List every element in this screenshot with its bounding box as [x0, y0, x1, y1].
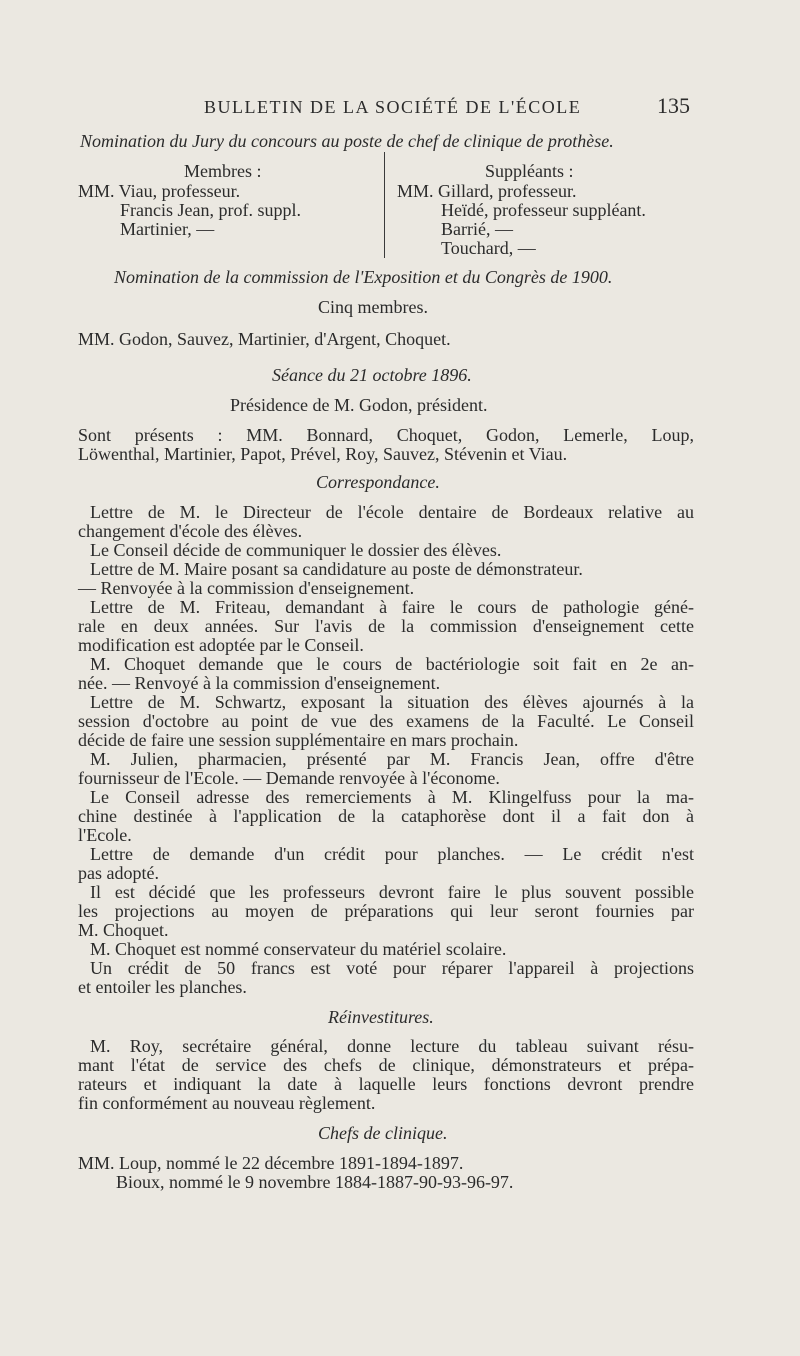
corr-line: Lettre de M. Maire posant sa candidature au poste de démonstrateur.: [90, 559, 583, 579]
running-header: BULLETIN DE LA SOCIÉTÉ DE L'ÉCOLE: [204, 97, 582, 117]
membre-line: MM. Viau, professeur.: [78, 181, 241, 201]
corr-line: M. Choquet demande que le cours de bactériologie soit fait en 2e an-: [90, 654, 694, 674]
corr-line: rale en deux années. Sur l'avis de la commission d'enseignement cette: [78, 616, 694, 636]
chefs-line: Bioux, nommé le 9 novembre 1884-1887-90-93-96-97.: [116, 1172, 514, 1192]
corr-line: Lettre de demande d'un crédit pour planches. — Le crédit n'est: [90, 844, 694, 864]
corr-line: — Renvoyée à la commission d'enseignement.: [78, 578, 415, 598]
suppleant-line: Heïdé, professeur suppléant.: [441, 200, 646, 220]
suppleant-line: MM. Gillard, professeur.: [397, 181, 577, 201]
corr-line: Le Conseil décide de communiquer le dossier des élèves.: [90, 540, 502, 560]
corr-line: l'Ecole.: [78, 825, 132, 845]
corr-line: décide de faire une session supplémentaire en mars prochain.: [78, 730, 519, 750]
seance-presents: Sont présents : MM. Bonnard, Choquet, Godon, Lemerle, Loup,: [78, 425, 694, 445]
seance-presents: Löwenthal, Martinier, Papot, Prével, Roy, Sauvez, Stévenin et Viau.: [78, 444, 568, 464]
corr-line: Lettre de M. le Directeur de l'école dentaire de Bordeaux relative au: [90, 502, 694, 522]
corr-line: née. — Renvoyé à la commission d'enseignement.: [78, 673, 441, 693]
reinvestitures-heading: Réinvestitures.: [328, 1007, 434, 1027]
corr-line: fournisseur de l'Ecole. — Demande renvoyée à l'économe.: [78, 768, 500, 788]
membres-label: Membres :: [184, 161, 262, 181]
corr-line: M. Choquet.: [78, 920, 169, 940]
chefs-line: MM. Loup, nommé le 22 décembre 1891-1894-1897.: [78, 1153, 464, 1173]
suppleant-line: Barrié, —: [441, 219, 513, 239]
corr-line: et entoiler les planches.: [78, 977, 247, 997]
reinv-line: rateurs et indiquant la date à laquelle leurs fonctions devront prendre: [78, 1074, 694, 1094]
corr-line: les projections au moyen de préparations qui leur seront fournies par: [78, 901, 694, 921]
column-divider: [384, 152, 385, 258]
reinv-line: fin conformément au nouveau règlement.: [78, 1093, 376, 1113]
chefs-heading: Chefs de clinique.: [318, 1123, 448, 1143]
seance-title: Séance du 21 octobre 1896.: [272, 365, 472, 385]
suppleants-label: Suppléants :: [485, 161, 574, 181]
corr-line: Lettre de M. Schwartz, exposant la situation des élèves ajournés à la: [90, 692, 694, 712]
reinv-line: mant l'état de service des chefs de clinique, démonstrateurs et prépa-: [78, 1055, 694, 1075]
jury-heading: Nomination du Jury du concours au poste de chef de clinique de prothèse.: [80, 131, 614, 151]
membre-line: Martinier, —: [120, 219, 215, 239]
reinv-line: M. Roy, secrétaire général, donne lecture du tableau suivant résu-: [90, 1036, 694, 1056]
corr-line: M. Julien, pharmacien, présenté par M. Francis Jean, offre d'être: [90, 749, 694, 769]
commission-members: MM. Godon, Sauvez, Martinier, d'Argent, Choquet.: [78, 329, 451, 349]
seance-presidence: Présidence de M. Godon, président.: [230, 395, 488, 415]
correspondance-heading: Correspondance.: [316, 472, 440, 492]
corr-line: session d'octobre au point de vue des examens de la Faculté. Le Conseil: [78, 711, 694, 731]
corr-line: Un crédit de 50 francs est voté pour réparer l'appareil à projections: [90, 958, 694, 978]
suppleant-line: Touchard, —: [441, 238, 536, 258]
corr-line: Lettre de M. Friteau, demandant à faire le cours de pathologie géné-: [90, 597, 694, 617]
corr-line: modification est adoptée par le Conseil.: [78, 635, 364, 655]
corr-line: changement d'école des élèves.: [78, 521, 303, 541]
corr-line: Le Conseil adresse des remerciements à M. Klingelfuss pour la ma-: [90, 787, 694, 807]
page-number: 135: [657, 93, 690, 118]
corr-line: M. Choquet est nommé conservateur du matériel scolaire.: [90, 939, 507, 959]
commission-sub: Cinq membres.: [318, 297, 428, 317]
corr-line: pas adopté.: [78, 863, 159, 883]
corr-line: chine destinée à l'application de la cataphorèse dont il a fait don à: [78, 806, 694, 826]
commission-heading: Nomination de la commission de l'Exposition et du Congrès de 1900.: [114, 267, 613, 287]
membre-line: Francis Jean, prof. suppl.: [120, 200, 301, 220]
corr-line: Il est décidé que les professeurs devront faire le plus souvent possible: [90, 882, 694, 902]
